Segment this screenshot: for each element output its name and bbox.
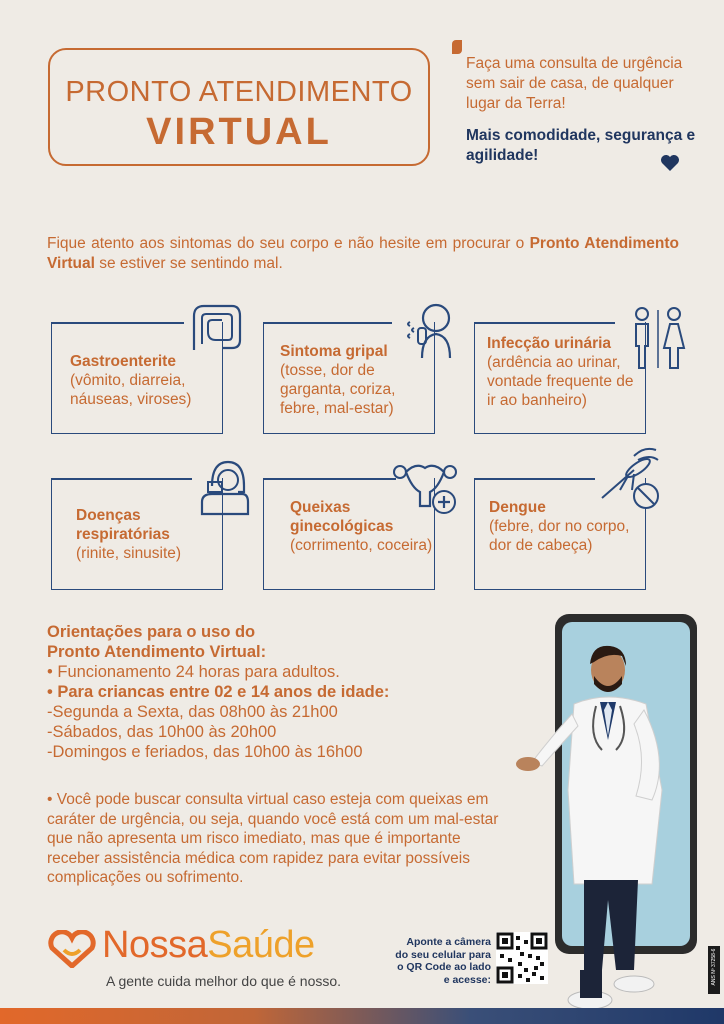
qr-code[interactable] [496,932,548,984]
restroom-icon [630,306,686,370]
heart-icon [660,154,680,172]
tagline: Mais comodidade, segurança e agilidade! [466,127,696,164]
symptom-desc: (vômito, diarreia, náuseas, viroses) [70,372,192,408]
title-box [48,48,430,166]
ans-registry [708,946,720,994]
symptom-desc: (corrimento, coceira) [290,537,433,554]
symptom-desc: (febre, dor no corpo, dor de cabeça) [489,518,630,554]
lead-paragraph [47,234,679,274]
symptom-title: Doenças respiratórias [76,507,170,543]
title-line1: PRONTO ATENDIMENTO [65,76,413,108]
symptom-desc: (rinite, sinusite) [76,545,182,562]
intro-text: Faça uma consulta de urgência sem sair de casa, de qualquer lugar da Terra! [466,55,683,112]
sneezing-person-icon [198,456,250,516]
logo-name-part1: Nossa [102,924,208,966]
ans-registry-text: ANS Nº 37258-6 [711,948,717,986]
guidelines-heading: Orientações para o uso do Pronto Atendimento Virtual: [47,623,267,661]
symptom-title: Sintoma gripal [280,343,388,360]
symptom-desc: (tosse, dor de garganta, coriza, febre, mal-estar) [280,362,396,417]
coughing-person-icon [404,300,456,360]
title-line2: VIRTUAL [146,111,332,153]
symptom-title: Dengue [489,499,546,516]
urgency-note: • Você pode buscar consulta virtual caso esteja com queixas em caráter de urgência, ou seja, quando você está com um mal-estar que não apresenta um risco imediato, mas que é importante receber assistência médica com rapidez para evitar possíveis complicações ou sofrimento. [47,791,499,886]
bottom-gradient-bar [0,1008,724,1024]
intestine-icon [188,300,246,354]
lead-highlight: Pronto Atendimento Virtual [47,235,679,272]
heart-logo-icon [46,930,98,968]
schedule-sunday: -Domingos e feriados, das 10h00 às 16h00 [47,743,363,761]
symptom-title: Queixas ginecológicas [290,499,394,535]
lead-part2: se estiver se sentindo mal. [94,255,283,272]
mosquito-icon [598,446,662,512]
logo-name-part2: Saúde [207,924,315,966]
guideline-adults: • Funcionamento 24 horas para adultos. [47,663,340,681]
symptom-title: Infecção urinária [487,335,612,352]
schedule-weekdays: -Segunda a Sexta, das 08h00 às 21h00 [47,703,338,721]
qr-caption: Aponte a câmera do seu celular para o QR Code ao lado e acesse: [395,936,491,986]
schedule-saturday: -Sábados, das 10h00 às 20h00 [47,723,277,741]
guidelines [47,622,517,762]
guideline-children: • Para criancas entre 02 e 14 anos de idade: [47,683,390,701]
lead-part1: Fique atento aos sintomas do seu corpo e não hesite em procurar o [47,235,530,252]
symptom-desc: (ardência ao urinar, vontade frequente de ir ao banheiro) [487,354,634,409]
slogan: A gente cuida melhor do que é nosso. [106,973,342,989]
corner-mark-top [452,40,462,54]
symptom-card-urinaria [474,322,646,434]
uterus-icon [392,458,462,516]
symptom-title: Gastroenterite [70,353,176,370]
